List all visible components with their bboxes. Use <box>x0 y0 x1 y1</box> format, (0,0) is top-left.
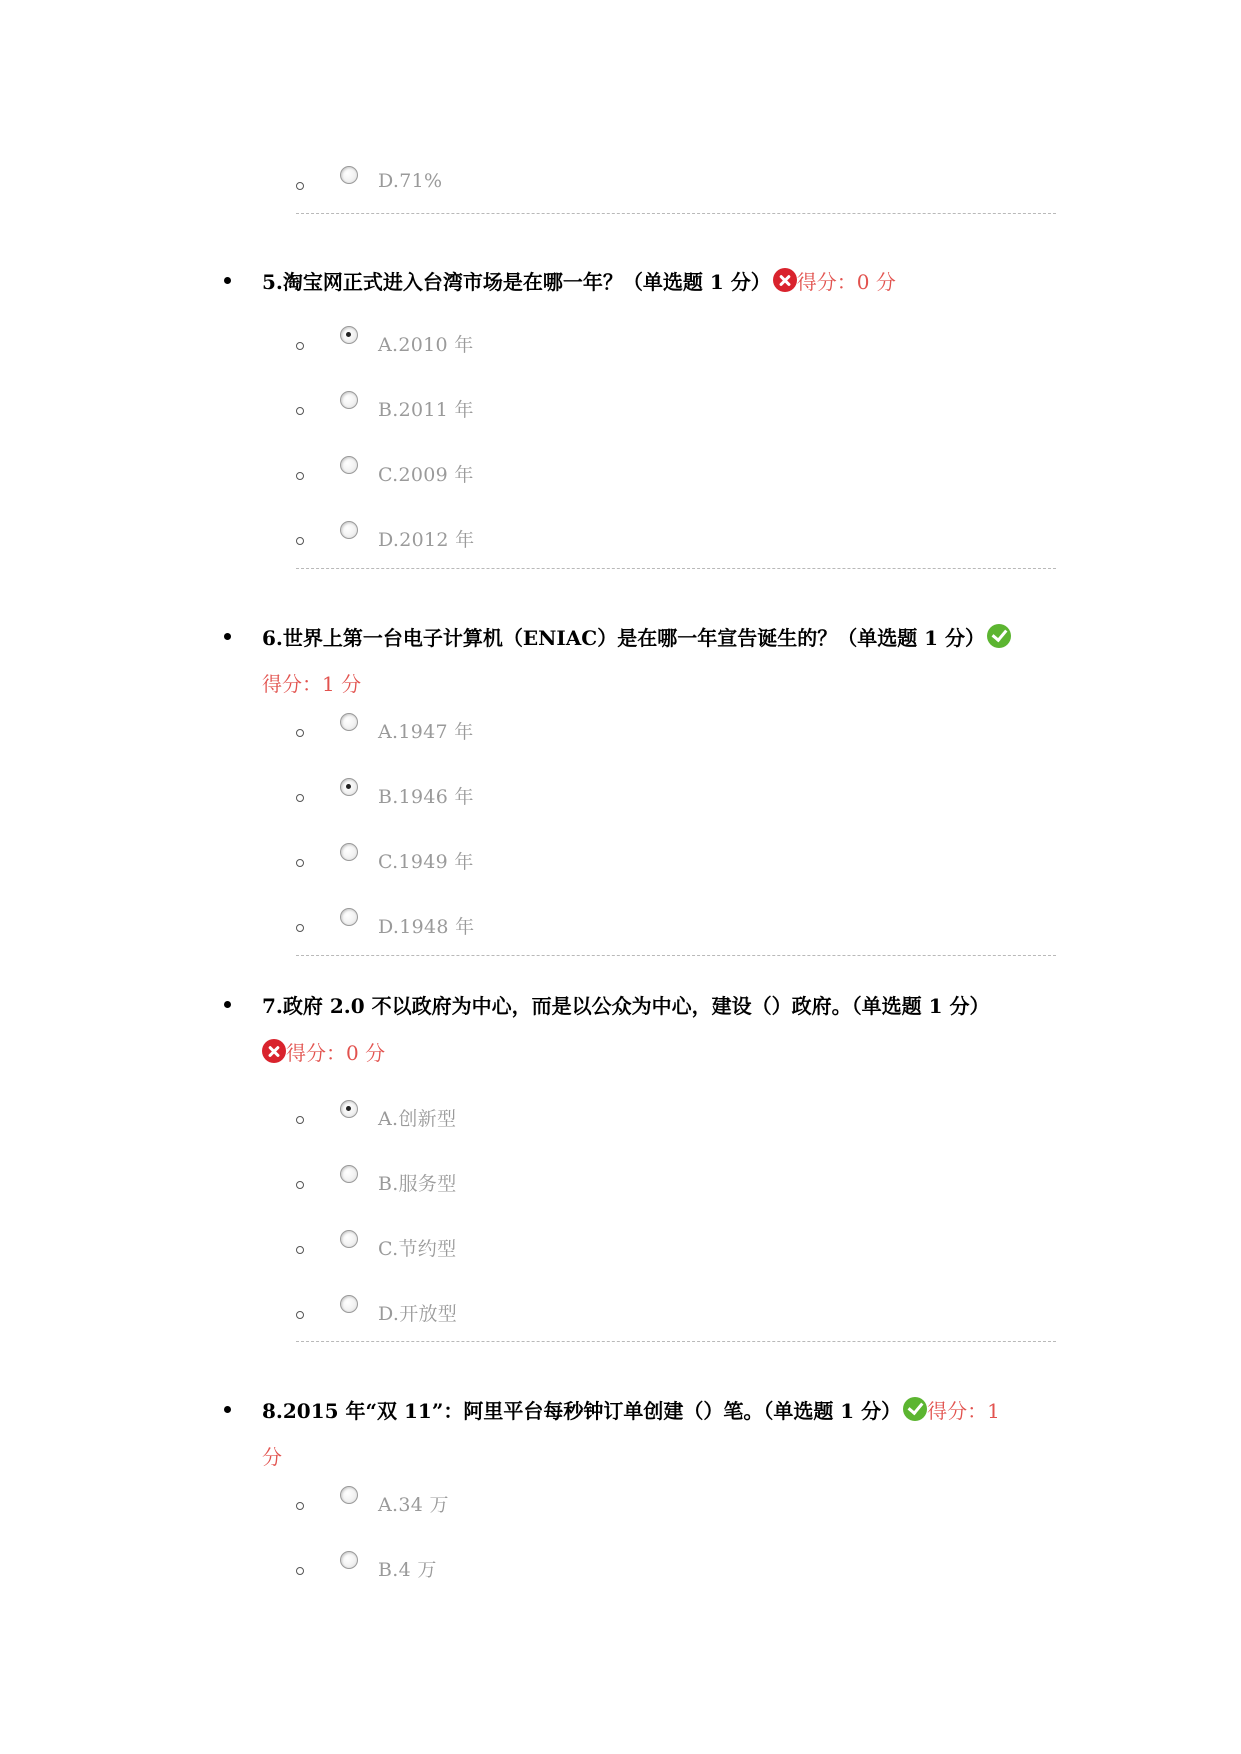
radio-button[interactable] <box>340 1486 358 1504</box>
list-bullet <box>296 1502 304 1510</box>
radio-button[interactable] <box>340 1551 358 1569</box>
radio-button-checked[interactable] <box>340 326 358 344</box>
option-text: B.1946 年 <box>378 786 474 808</box>
option-text: C.2009 年 <box>378 464 474 486</box>
list-bullet <box>296 1246 304 1254</box>
score-text: 得分：0 分 <box>796 270 896 294</box>
question-text: 8.2015 年“双 11”：阿里平台每秒钟订单创建（）笔。（单选题 1 分） 得分：1 <box>262 1399 1000 1423</box>
wrong-icon <box>773 268 797 292</box>
radio-button-checked[interactable] <box>340 778 358 796</box>
question-text: 5.淘宝网正式进入台湾市场是在哪一年？（单选题 1 分） 得分：0 分 <box>262 270 896 294</box>
list-bullet <box>296 1311 304 1319</box>
score-text: 得分：1 <box>927 1399 1000 1423</box>
option-text: D.开放型 <box>378 1303 458 1325</box>
wrong-icon <box>262 1039 286 1063</box>
question-divider <box>296 955 1056 956</box>
option-text: A.34 万 <box>378 1494 449 1516</box>
question-text: 6.世界上第一台电子计算机（ENIAC）是在哪一年宣告诞生的？（单选题 1 分） <box>262 622 1011 651</box>
question-divider <box>296 1341 1056 1342</box>
score-text-continued: 分 <box>262 1445 282 1469</box>
question-divider <box>296 213 1056 214</box>
list-bullet <box>296 729 304 737</box>
option-text: B.服务型 <box>378 1173 457 1195</box>
score-text: 得分：1 分 <box>262 672 362 696</box>
list-bullet <box>224 277 231 284</box>
radio-button[interactable] <box>340 391 358 409</box>
radio-button[interactable] <box>340 843 358 861</box>
list-bullet <box>296 924 304 932</box>
option-text: D.71% <box>378 170 443 192</box>
radio-button-checked[interactable] <box>340 1100 358 1118</box>
list-bullet <box>296 537 304 545</box>
question-divider <box>296 568 1056 569</box>
radio-button[interactable] <box>340 521 358 539</box>
option-text: D.1948 年 <box>378 916 475 938</box>
question-text: 7.政府 2.0 不以政府为中心，而是以公众为中心，建设（）政府。（单选题 1 分） <box>262 994 990 1018</box>
option-text: A.创新型 <box>378 1108 457 1130</box>
score-text: 得分：0 分 <box>286 1041 386 1065</box>
correct-icon <box>903 1397 927 1421</box>
list-bullet <box>224 633 231 640</box>
radio-button[interactable] <box>340 1295 358 1313</box>
option-text: A.2010 年 <box>378 334 474 356</box>
option-text: B.4 万 <box>378 1559 437 1581</box>
list-bullet <box>296 182 304 190</box>
score-line <box>262 1037 385 1066</box>
list-bullet <box>296 794 304 802</box>
list-bullet <box>224 1406 231 1413</box>
radio-button[interactable] <box>340 908 358 926</box>
option-text: C.1949 年 <box>378 851 474 873</box>
list-bullet <box>296 1116 304 1124</box>
list-bullet <box>296 472 304 480</box>
radio-button[interactable] <box>340 166 358 184</box>
option-text: C.节约型 <box>378 1238 457 1260</box>
list-bullet <box>296 1181 304 1189</box>
list-bullet <box>296 342 304 350</box>
option-text: A.1947 年 <box>378 721 474 743</box>
radio-button[interactable] <box>340 1230 358 1248</box>
radio-button[interactable] <box>340 1165 358 1183</box>
radio-button[interactable] <box>340 713 358 731</box>
radio-button[interactable] <box>340 456 358 474</box>
option-text: D.2012 年 <box>378 529 475 551</box>
list-bullet <box>296 859 304 867</box>
list-bullet <box>296 1567 304 1575</box>
list-bullet <box>296 407 304 415</box>
option-text: B.2011 年 <box>378 399 474 421</box>
list-bullet <box>224 1001 231 1008</box>
correct-icon <box>987 624 1011 648</box>
